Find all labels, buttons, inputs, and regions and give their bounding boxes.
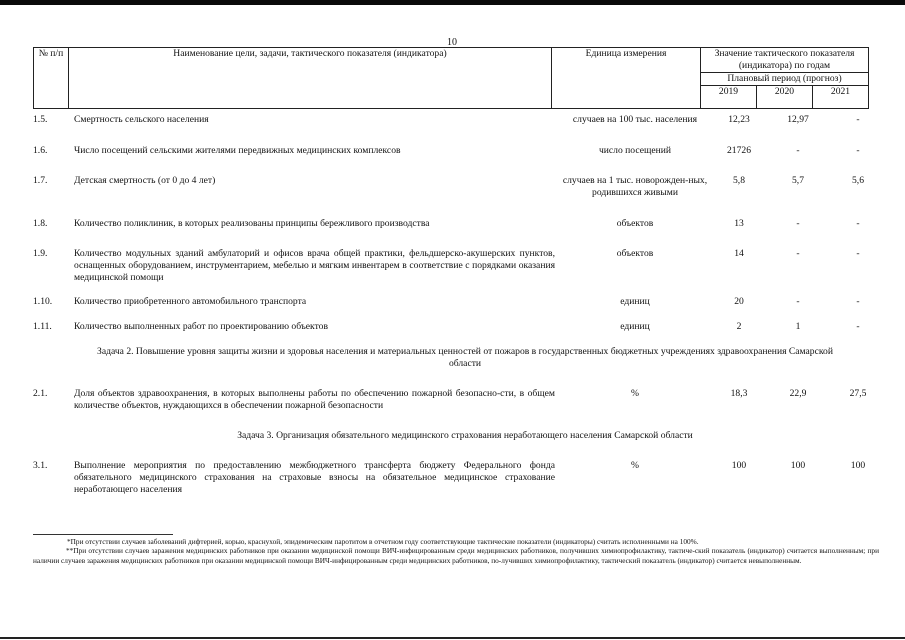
row-unit: объектов bbox=[616, 248, 654, 259]
row-value-2019: 5,8 bbox=[733, 175, 745, 186]
row-num: 1.7. bbox=[33, 175, 48, 186]
row-unit: объектов bbox=[616, 218, 654, 229]
row-name: Количество приобретенного автомобильного транспорта bbox=[74, 296, 307, 307]
row-name: Количество выполненных работ по проектированию объектов bbox=[74, 321, 328, 332]
row-value-2019: 21726 bbox=[727, 145, 751, 156]
row-unit: единиц bbox=[620, 321, 650, 332]
header-year: 2019 bbox=[701, 86, 757, 109]
header-year: 2021 bbox=[812, 86, 868, 109]
row-name: Количество модульных зданий амбулаторий и офисов врача общей практики, фельдшерско-акушерских пунктов, оснащенных оборудованием, инструментарием, мебелью и мягким инвентарем в соответствие с порядками оказания медицинской помощи bbox=[74, 248, 555, 283]
header-unit: Единица измерения bbox=[552, 48, 701, 109]
row-value-2020: 100 bbox=[790, 460, 806, 471]
row-value-2019: 18,3 bbox=[730, 388, 748, 399]
row-unit: случаев на 100 тыс. населения bbox=[572, 114, 698, 125]
row-value-2021: - bbox=[856, 248, 860, 259]
row-value-2020: 1 bbox=[795, 321, 801, 332]
row-value-2020: - bbox=[796, 145, 800, 156]
row-num: 1.5. bbox=[33, 114, 48, 125]
row-unit: единиц bbox=[620, 296, 650, 307]
row-value-2020: - bbox=[796, 248, 800, 259]
header-value: Значение тактического показателя (индикатора) по годам bbox=[701, 48, 869, 73]
row-value-2020: 12,97 bbox=[787, 114, 809, 125]
row-num: 1.11. bbox=[33, 321, 52, 332]
row-value-2020: - bbox=[796, 218, 800, 229]
row-num: 3.1. bbox=[33, 460, 48, 471]
row-value-2020: 22,9 bbox=[789, 388, 807, 399]
header-year: 2020 bbox=[756, 86, 812, 109]
row-value-2021: - bbox=[856, 296, 860, 307]
row-unit: число посещений bbox=[598, 145, 672, 156]
header-period: Плановый период (прогноз) bbox=[701, 73, 869, 86]
row-value-2019: 2 bbox=[736, 321, 742, 332]
row-value-2021: - bbox=[856, 218, 860, 229]
row-value-2021: 100 bbox=[850, 460, 866, 471]
row-value-2019: 14 bbox=[734, 248, 744, 259]
row-num: 2.1. bbox=[33, 388, 48, 399]
footnote: *При отсутствии случаев заболеваний дифтерией, корью, краснухой, эпидемическим паротитом в отчетном году соответствующие тактические показатели (индикаторы) считать исполненными на 100%. bbox=[67, 537, 699, 546]
row-value-2021: - bbox=[856, 321, 860, 332]
row-value-2019: 20 bbox=[734, 296, 744, 307]
row-name: Смертность сельского населения bbox=[74, 114, 209, 125]
header-num: № п/п bbox=[34, 48, 69, 109]
row-value-2019: 13 bbox=[734, 218, 744, 229]
task-heading: Задача 2. Повышение уровня защиты жизни и здоровья населения и материальных ценностей от пожаров в государственных бюджетных учреждениях здравоохранения Самарской области bbox=[97, 346, 833, 369]
row-value-2021: 5,6 bbox=[852, 175, 864, 186]
row-value-2021: 27,5 bbox=[849, 388, 867, 399]
row-name: Детская смертность (от 0 до 4 лет) bbox=[74, 175, 216, 186]
row-num: 1.6. bbox=[33, 145, 48, 156]
row-num: 1.9. bbox=[33, 248, 48, 259]
row-value-2021: - bbox=[856, 114, 860, 125]
task-heading: Задача 3. Организация обязательного медицинского страхования неработающего населения Самарской области bbox=[237, 430, 693, 441]
row-value-2021: - bbox=[856, 145, 860, 156]
row-unit: % bbox=[631, 388, 639, 399]
row-num: 1.10. bbox=[33, 296, 53, 307]
row-name: Число посещений сельскими жителями передвижных медицинских комплексов bbox=[74, 145, 401, 156]
row-value-2019: 100 bbox=[731, 460, 747, 471]
scan-bottom-border bbox=[0, 637, 905, 639]
page-number: 10 bbox=[447, 37, 457, 48]
row-num: 1.8. bbox=[33, 218, 48, 229]
row-name: Доля объектов здравоохранения, в которых выполнены работы по обеспечению пожарной безопасно-сти, в общем количестве объектов, нуждающихся в обеспечении пожарной безопасности bbox=[74, 388, 555, 411]
row-value-2020: - bbox=[796, 296, 800, 307]
header-name: Наименование цели, задачи, тактического показателя (индикатора) bbox=[69, 48, 552, 109]
row-name: Количество поликлиник, в которых реализованы принципы бережливого производства bbox=[74, 218, 430, 229]
footnote: **При отсутствии случаев заражения медицинских работников при оказании медицинской помощи ВИЧ-инфицированным среди медицинских работников, получивших химиопрофилактику, тактиче-ский показатель (индикатор) считается выполненным; при наличии случаев заражения медицинских работников при оказании медицинской помощи ВИЧ-инфицированным среди медицинских работников, по-лучивших химиопрофилактику, тактический показатель (индикатор) считается невыполненным. bbox=[33, 546, 879, 565]
footnote-separator bbox=[33, 534, 173, 535]
row-unit: % bbox=[631, 460, 639, 471]
row-unit: случаев на 1 тыс. новорожден-ных, родившихся живыми bbox=[562, 175, 708, 198]
row-value-2019: 12,23 bbox=[728, 114, 750, 125]
scan-top-border bbox=[0, 0, 905, 5]
table-header bbox=[33, 47, 869, 109]
row-name: Выполнение мероприятия по предоставлению межбюджетного трансферта бюджету Федерального фонда обязательного медицинского страхования на страховые взносы на обязательное медицинское страхование неработающего населения bbox=[74, 460, 555, 495]
row-value-2020: 5,7 bbox=[792, 175, 804, 186]
